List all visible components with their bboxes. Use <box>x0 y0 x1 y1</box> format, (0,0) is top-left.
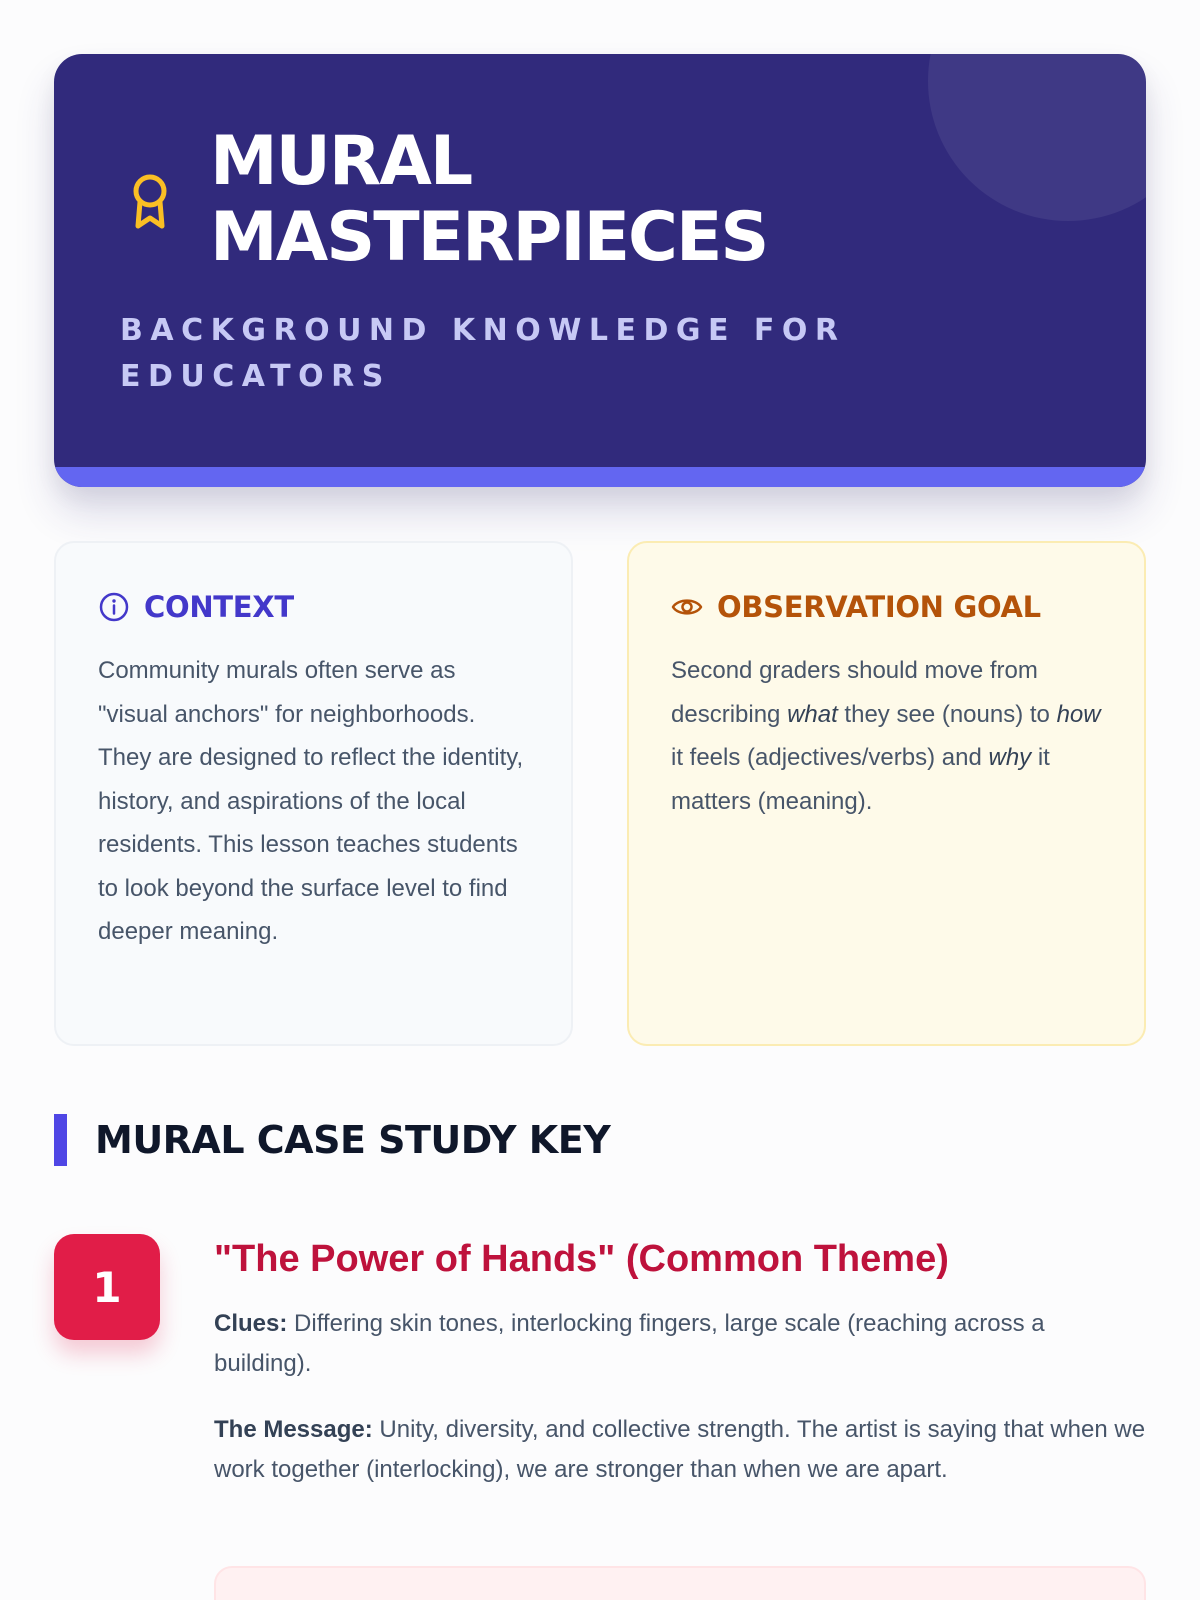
context-card-header <box>98 587 531 627</box>
section-title: MURAL CASE STUDY KEY <box>95 1118 611 1162</box>
info-cards <box>54 541 1146 1046</box>
goal-text-1: Second graders should move from describing <box>671 657 1038 728</box>
case-number-badge: 1 <box>54 1234 160 1340</box>
goal-emphasis-what: what <box>787 700 838 728</box>
page-subtitle: BACKGROUND KNOWLEDGE FOR EDUCATORS <box>120 313 846 394</box>
section-header <box>54 1114 610 1166</box>
goal-emphasis-how: how <box>1056 700 1101 728</box>
goal-text-3: it feels (adjectives/verbs) and <box>671 744 989 771</box>
observation-goal-card <box>627 541 1146 1046</box>
context-card <box>54 541 573 1046</box>
decorative-circle <box>928 54 1146 221</box>
context-card-title: CONTEXT <box>144 590 294 624</box>
context-card-body: Community murals often serve as "visual anchors" for neighborhoods. They are designed to reflect the identity, history, and aspirations of the local residents. This lesson teaches students to look beyond the surface level to find deeper meaning. <box>98 657 524 945</box>
goal-card-title: OBSERVATION GOAL <box>717 590 1041 624</box>
case-study-title: "The Power of Hands" (Common Theme) <box>214 1238 949 1280</box>
goal-card-header <box>671 587 1104 627</box>
clues-text: Differing skin tones, interlocking fingers, large scale (reaching across a building). <box>214 1310 1045 1377</box>
case-study-content <box>214 1234 1146 1516</box>
goal-text-2: they see (nouns) to <box>837 700 1057 728</box>
case-message <box>214 1410 1146 1490</box>
hero-title-row <box>130 124 910 276</box>
message-label: The Message: <box>214 1416 373 1443</box>
info-icon <box>98 591 130 623</box>
case-study-item <box>54 1234 1146 1600</box>
goal-emphasis-why: why <box>988 744 1032 771</box>
eye-icon <box>671 591 703 623</box>
hero-accent-bar <box>54 467 1146 487</box>
page-title: MURAL MASTERPIECES <box>210 122 768 277</box>
section-accent-bar <box>54 1114 67 1166</box>
goal-card-body <box>671 649 1104 823</box>
hero-banner <box>54 54 1146 487</box>
case-study-callout <box>214 1566 1146 1600</box>
clues-label: Clues: <box>214 1310 288 1337</box>
goal-text-4: it matters (meaning). <box>671 744 1050 815</box>
message-text: Unity, diversity, and collective strength. The artist is saying that when we work together (interlocking), we are stronger than when we are apart. <box>214 1416 1146 1483</box>
case-clues <box>214 1304 1146 1384</box>
award-icon <box>130 172 170 232</box>
